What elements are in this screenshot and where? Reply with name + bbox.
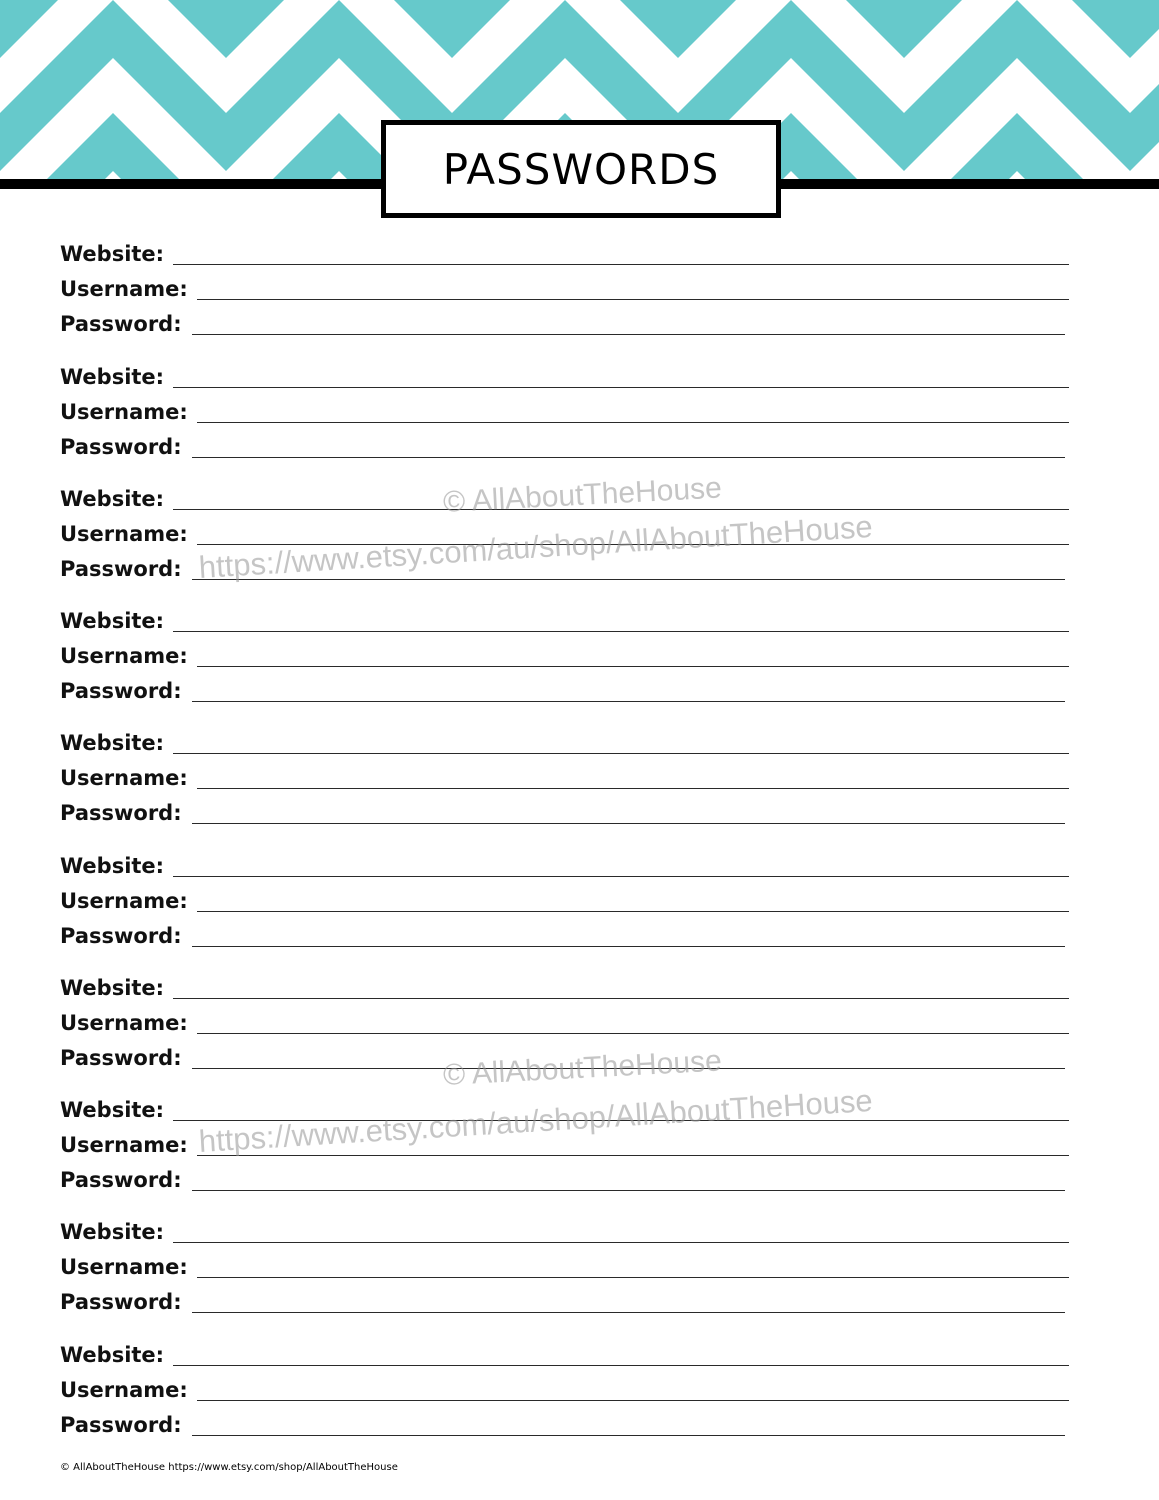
password-row [60, 679, 1065, 709]
password-entry-line[interactable] [192, 334, 1065, 335]
website-label: Website: [60, 854, 165, 878]
username-row [60, 1255, 1069, 1285]
password-row [60, 1046, 1065, 1076]
footer-copyright: © AllAboutTheHouse https://www.etsy.com/shop/AllAboutTheHouse [60, 1462, 398, 1473]
website-row [60, 609, 1069, 639]
password-row [60, 1413, 1065, 1443]
username-row [60, 1011, 1069, 1041]
username-row [60, 522, 1069, 552]
password-label: Password: [60, 557, 182, 581]
username-entry-line[interactable] [197, 544, 1069, 545]
website-label: Website: [60, 487, 165, 511]
username-label: Username: [60, 277, 188, 301]
username-row [60, 644, 1069, 674]
password-entry-line[interactable] [192, 1068, 1065, 1069]
password-entry-line[interactable] [192, 946, 1065, 947]
username-entry-line[interactable] [197, 1400, 1069, 1401]
watermark-url-2: https://www.etsy.com/au/shop/AllAboutTheHouse [197, 1082, 874, 1160]
username-row [60, 1133, 1069, 1163]
password-entry-line[interactable] [192, 457, 1065, 458]
password-row [60, 801, 1065, 831]
password-label: Password: [60, 924, 182, 948]
website-row [60, 854, 1069, 884]
username-label: Username: [60, 400, 188, 424]
website-row [60, 1343, 1069, 1373]
username-label: Username: [60, 1255, 188, 1279]
watermark-copyright-1: © AllAboutTheHouse [442, 471, 723, 520]
website-label: Website: [60, 365, 165, 389]
website-label: Website: [60, 1220, 165, 1244]
website-label: Website: [60, 1098, 165, 1122]
watermark-url-1: https://www.etsy.com/au/shop/AllAboutTheHouse [197, 508, 874, 586]
website-row [60, 487, 1069, 517]
website-entry-line[interactable] [173, 509, 1069, 510]
password-label: Password: [60, 1290, 182, 1314]
password-row [60, 1168, 1065, 1198]
website-label: Website: [60, 242, 165, 266]
password-label: Password: [60, 1046, 182, 1070]
password-entry-line[interactable] [192, 1312, 1065, 1313]
password-label: Password: [60, 679, 182, 703]
password-label: Password: [60, 435, 182, 459]
website-entry-line[interactable] [173, 1365, 1069, 1366]
username-entry-line[interactable] [197, 1277, 1069, 1278]
username-row [60, 889, 1069, 919]
password-label: Password: [60, 312, 182, 336]
username-row [60, 766, 1069, 796]
website-label: Website: [60, 1343, 165, 1367]
website-entry-line[interactable] [173, 387, 1069, 388]
password-entry-line[interactable] [192, 1190, 1065, 1191]
password-entry-line[interactable] [192, 579, 1065, 580]
website-entry-line[interactable] [173, 264, 1069, 265]
username-label: Username: [60, 522, 188, 546]
username-row [60, 277, 1069, 307]
username-entry-line[interactable] [197, 1155, 1069, 1156]
username-label: Username: [60, 1378, 188, 1402]
password-label: Password: [60, 801, 182, 825]
password-row [60, 435, 1065, 465]
page-title-box [381, 120, 781, 218]
password-entry-line[interactable] [192, 701, 1065, 702]
website-row [60, 242, 1069, 272]
username-label: Username: [60, 644, 188, 668]
password-row [60, 557, 1065, 587]
username-entry-line[interactable] [197, 788, 1069, 789]
username-entry-line[interactable] [197, 1033, 1069, 1034]
website-entry-line[interactable] [173, 631, 1069, 632]
password-entry-line[interactable] [192, 1435, 1065, 1436]
website-label: Website: [60, 976, 165, 1000]
website-row [60, 1220, 1069, 1250]
website-row [60, 365, 1069, 395]
website-label: Website: [60, 731, 165, 755]
username-label: Username: [60, 1133, 188, 1157]
website-entry-line[interactable] [173, 1120, 1069, 1121]
username-entry-line[interactable] [197, 422, 1069, 423]
website-entry-line[interactable] [173, 753, 1069, 754]
watermark-copyright-2: © AllAboutTheHouse [442, 1044, 723, 1093]
username-entry-line[interactable] [197, 666, 1069, 667]
password-row [60, 924, 1065, 954]
website-row [60, 976, 1069, 1006]
website-entry-line[interactable] [173, 876, 1069, 877]
password-label: Password: [60, 1168, 182, 1192]
website-label: Website: [60, 609, 165, 633]
username-label: Username: [60, 1011, 188, 1035]
password-label: Password: [60, 1413, 182, 1437]
website-entry-line[interactable] [173, 1242, 1069, 1243]
password-entry-line[interactable] [192, 823, 1065, 824]
username-label: Username: [60, 766, 188, 790]
website-row [60, 1098, 1069, 1128]
password-row [60, 1290, 1065, 1320]
username-row [60, 400, 1069, 430]
page-title: PASSWORDS [442, 144, 720, 194]
website-entry-line[interactable] [173, 998, 1069, 999]
username-row [60, 1378, 1069, 1408]
username-label: Username: [60, 889, 188, 913]
website-row [60, 731, 1069, 761]
username-entry-line[interactable] [197, 299, 1069, 300]
username-entry-line[interactable] [197, 911, 1069, 912]
password-row [60, 312, 1065, 342]
